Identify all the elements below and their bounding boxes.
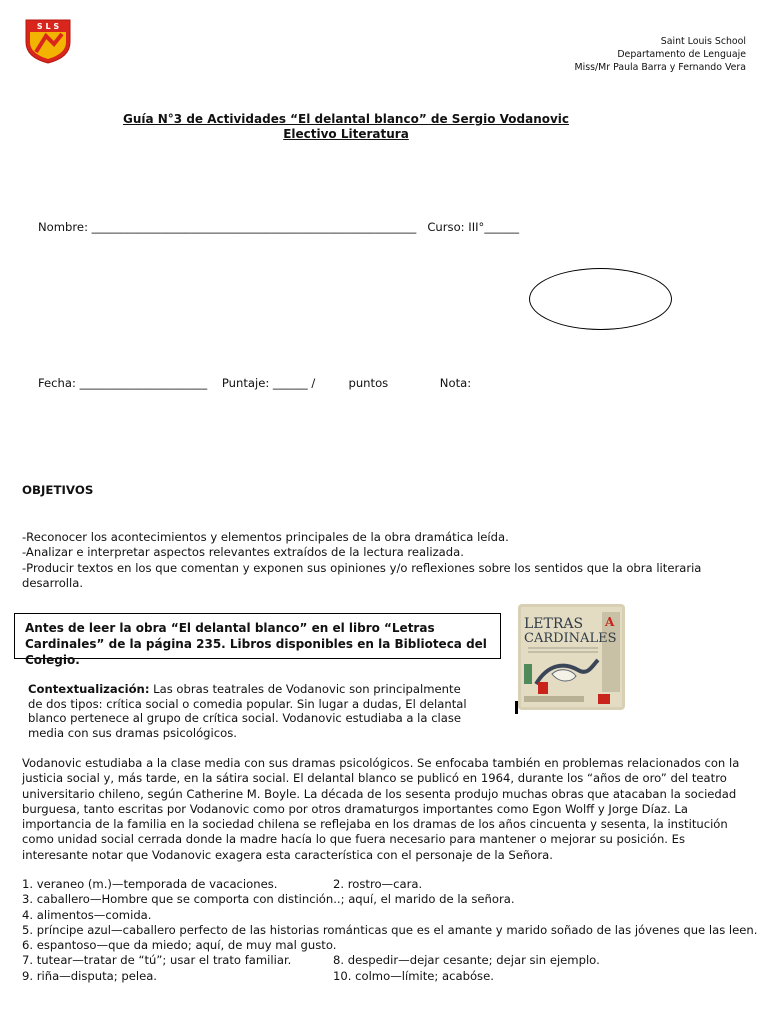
glossary-list [22,877,762,984]
objectives-list [22,530,752,591]
glossary-entry: 7. tutear—tratar de “tú”; usar el trato familiar. [22,953,292,968]
logo-text: S L S [36,22,60,31]
svg-text:A: A [605,615,615,629]
book-cover-image [518,604,625,710]
date-score-field[interactable]: Fecha: ______________________ Puntaje: ______ / puntos Nota: [38,376,472,390]
school-name: Saint Louis School [660,36,746,47]
context-label: Contextualización: [28,682,150,696]
glossary-entry: 2. rostro—cara. [333,877,423,891]
objective-item: -Producir textos en los que comentan y exponen sus opiniones y/o reflexiones sobre los sentidos que la obra literaria desarrolla. [22,560,702,590]
glossary-entry: 1. veraneo (m.)—temporada de vacaciones. [22,877,278,891]
glossary-entry: 10. colmo—límite; acabóse. [333,968,494,983]
grade-oval [529,268,672,330]
teacher-names: Miss/Mr Paula Barra y Fernando Vera [574,62,746,73]
glossary-entry: 4. alimentos—comida. [22,907,152,922]
glossary-row [22,892,762,907]
glossary-entry: 8. despedir—dejar cesante; dejar sin ejemplo. [333,953,600,968]
glossary-row [22,969,762,984]
title-line-2: Electivo Literatura [283,127,409,141]
school-logo [24,18,72,64]
context-paragraph [28,682,478,740]
reading-notice-box: Antes de leer la obra “El delantal blanco” en el libro “Letras Cardinales” de la página 235. Libros disponibles en la Biblioteca del Colegio. [14,613,501,659]
glossary-row [22,938,762,953]
book-title-line-2: CARDINALES [524,631,617,646]
text-cursor-mark [515,701,518,714]
objective-item: -Analizar e interpretar aspectos relevantes extraídos de la lectura realizada. [22,545,464,560]
school-info [575,35,746,74]
objectives-heading: OBJETIVOS [22,483,94,497]
title-line-1: Guía N°3 de Actividades “El delantal blanco” de Sergio Vodanovic [122,112,570,126]
glossary-entry: 9. riña—disputa; pelea. [22,968,157,983]
glossary-entry: 3. caballero—Hombre que se comporta con distinción..; aquí, el marido de la señora. [22,892,515,907]
name-course-field[interactable]: Nombre: ________________________________________________________ Curso: III°______ [38,220,520,234]
glossary-row [22,877,762,892]
glossary-entry: 6. espantoso—que da miedo; aquí, de muy mal gusto. [22,938,337,953]
department-name: Departamento de Lenguaje [617,49,746,60]
glossary-row [22,923,762,938]
objective-item: -Reconocer los acontecimientos y elementos principales de la obra dramática leída. [22,530,509,544]
document-title [0,112,692,142]
glossary-row [22,908,762,923]
book-title-line-1: LETRAS [524,616,584,632]
context-text: Las obras teatrales de Vodanovic son principalmente de dos tipos: crítica social o comedia popular. Sin lugar a dudas, El delantal blanco pertenece al grupo de crítica social. Vodanovic estudiaba a la clase media con sus dramas psicológicos. [28,682,467,740]
body-paragraph: Vodanovic estudiaba a la clase media con sus dramas psicológicos. Se enfocaba también en problemas relacionados con la justicia social y, más tarde, en la sátira social. El delantal blanco se publicó en 1964, durante los “años de oro” del teatro universitario chileno, según Catherine M. Boyle. La década de los sesenta produjo muchas obras que atacaban la sociedad burguesa, tanto escritas por Vodanovic como por otros dramaturgos importantes como Egon Wolff y Jorge Díaz. La importancia de la familia en la sociedad chilena se reflejaba en los dramas de los años cincuenta y sesenta, la institución como unidad social cerrada donde la madre hacía lo que fuera necesario para mantener o mejorar su posición. Es interesante notar que Vodanovic exagera esta característica con el personaje de la Señora. [22,756,740,862]
glossary-row [22,953,762,968]
glossary-entry: 5. príncipe azul—caballero perfecto de las historias románticas que es el amante y marido soñado de las jóvenes que las leen. [22,922,758,937]
